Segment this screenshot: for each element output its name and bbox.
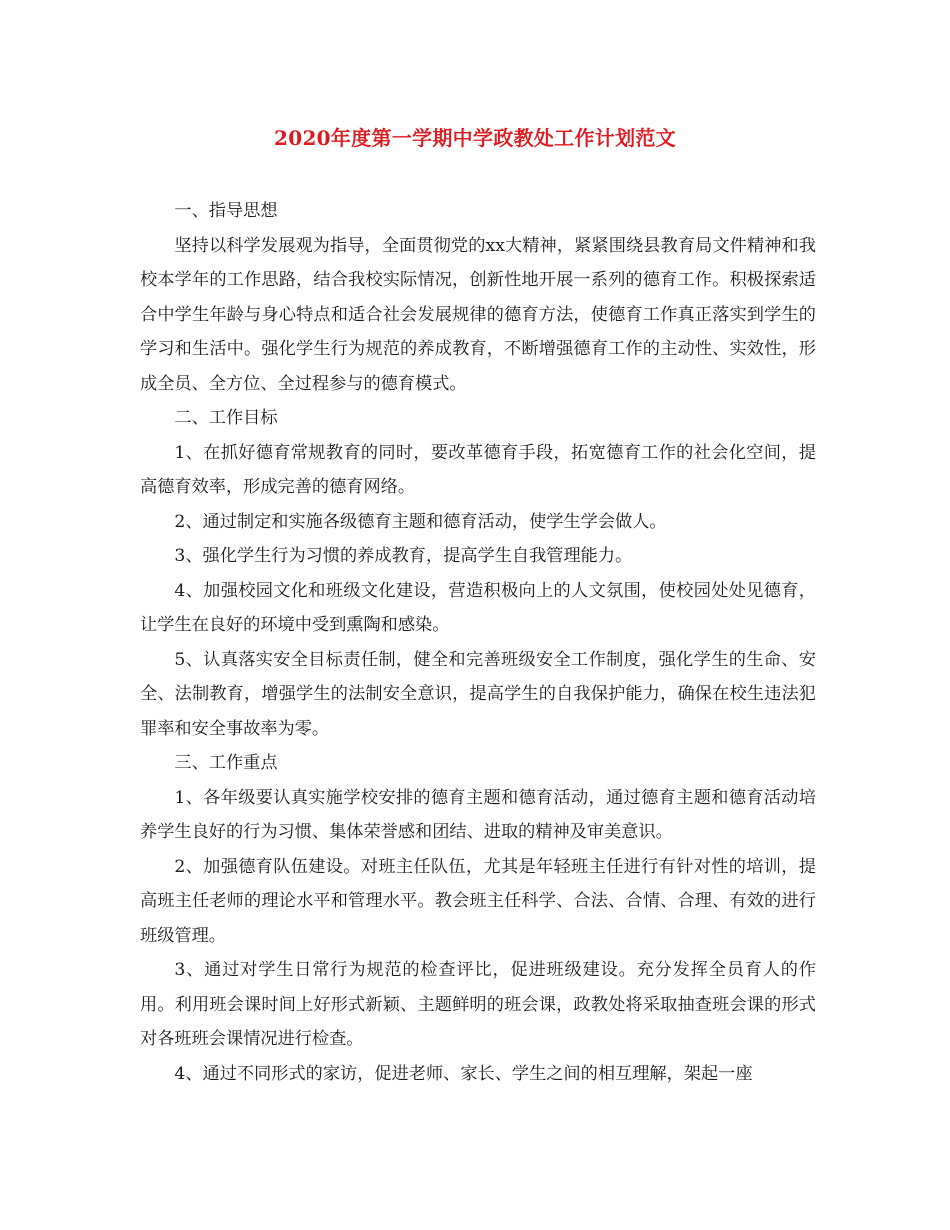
list-item: 4、通过不同形式的家访，促进老师、家长、学生之间的相互理解，架起一座 — [174, 1063, 753, 1084]
list-item: 1、各年级要认真实施学校安排的德育主题和德育活动，通过德育主题和德育活动培养学生良好的行为习惯、集体荣誉感和团结、进取的精神及审美意识。 — [140, 787, 816, 842]
list-item: 2、加强德育队伍建设。对班主任队伍，尤其是年轻班主任进行有针对性的培训，提高班主任老师的理论水平和管理水平。教会班主任科学、合法、合情、合理、有效的进行班级管理。 — [140, 856, 816, 946]
section-heading: 一、指导思想 — [174, 201, 278, 221]
section-heading: 二、工作目标 — [174, 408, 278, 428]
list-item: 2、通过制定和实施各级德育主题和德育活动，使学生学会做人。 — [174, 511, 667, 532]
list-item: 3、通过对学生日常行为规范的检查评比，促进班级建设。充分发挥全员育人的作用。利用班会课时间上好形式新颖、主题鲜明的班会课，政教处将采取抽查班会课的形式对各班班会课情况进行检查。 — [140, 960, 816, 1049]
list-item: 1、在抓好德育常规教育的同时，要改革德育手段，拓宽德育工作的社会化空间，提高德育效率，形成完善的德育网络。 — [140, 442, 816, 497]
list-item: 4、加强校园文化和班级文化建设，营造积极向上的人文氛围，使校园处处见德育，让学生在良好的环境中受到熏陶和感染。 — [140, 580, 816, 635]
section-heading: 三、工作重点 — [174, 753, 278, 773]
paragraph: 坚持以科学发展观为指导，全面贯彻党的xx大精神，紧紧围绕县教育局文件精神和我校本学年的工作思路，结合我校实际情况，创新性地开展一系列的德育工作。积极探索适合中学生年龄与身心特点和适合社会发展规律的德育方法，使德育工作真正落实到学生的学习和生活中。强化学生行为规范的养成教育，不断增强德育工作的主动性、实效性，形成全员、全方位、全过程参与的德育模式。 — [140, 235, 816, 394]
document-body — [140, 194, 816, 1091]
list-item: 3、强化学生行为习惯的养成教育，提高学生自我管理能力。 — [174, 546, 633, 566]
list-item: 5、认真落实安全目标责任制，健全和完善班级安全工作制度，强化学生的生命、安全、法制教育，增强学生的法制安全意识，提高学生的自我保护能力，确保在校生违法犯罪率和安全事故率为零。 — [140, 649, 816, 739]
document-title: 2020年度第一学期中学政教处工作计划范文 — [274, 126, 676, 150]
